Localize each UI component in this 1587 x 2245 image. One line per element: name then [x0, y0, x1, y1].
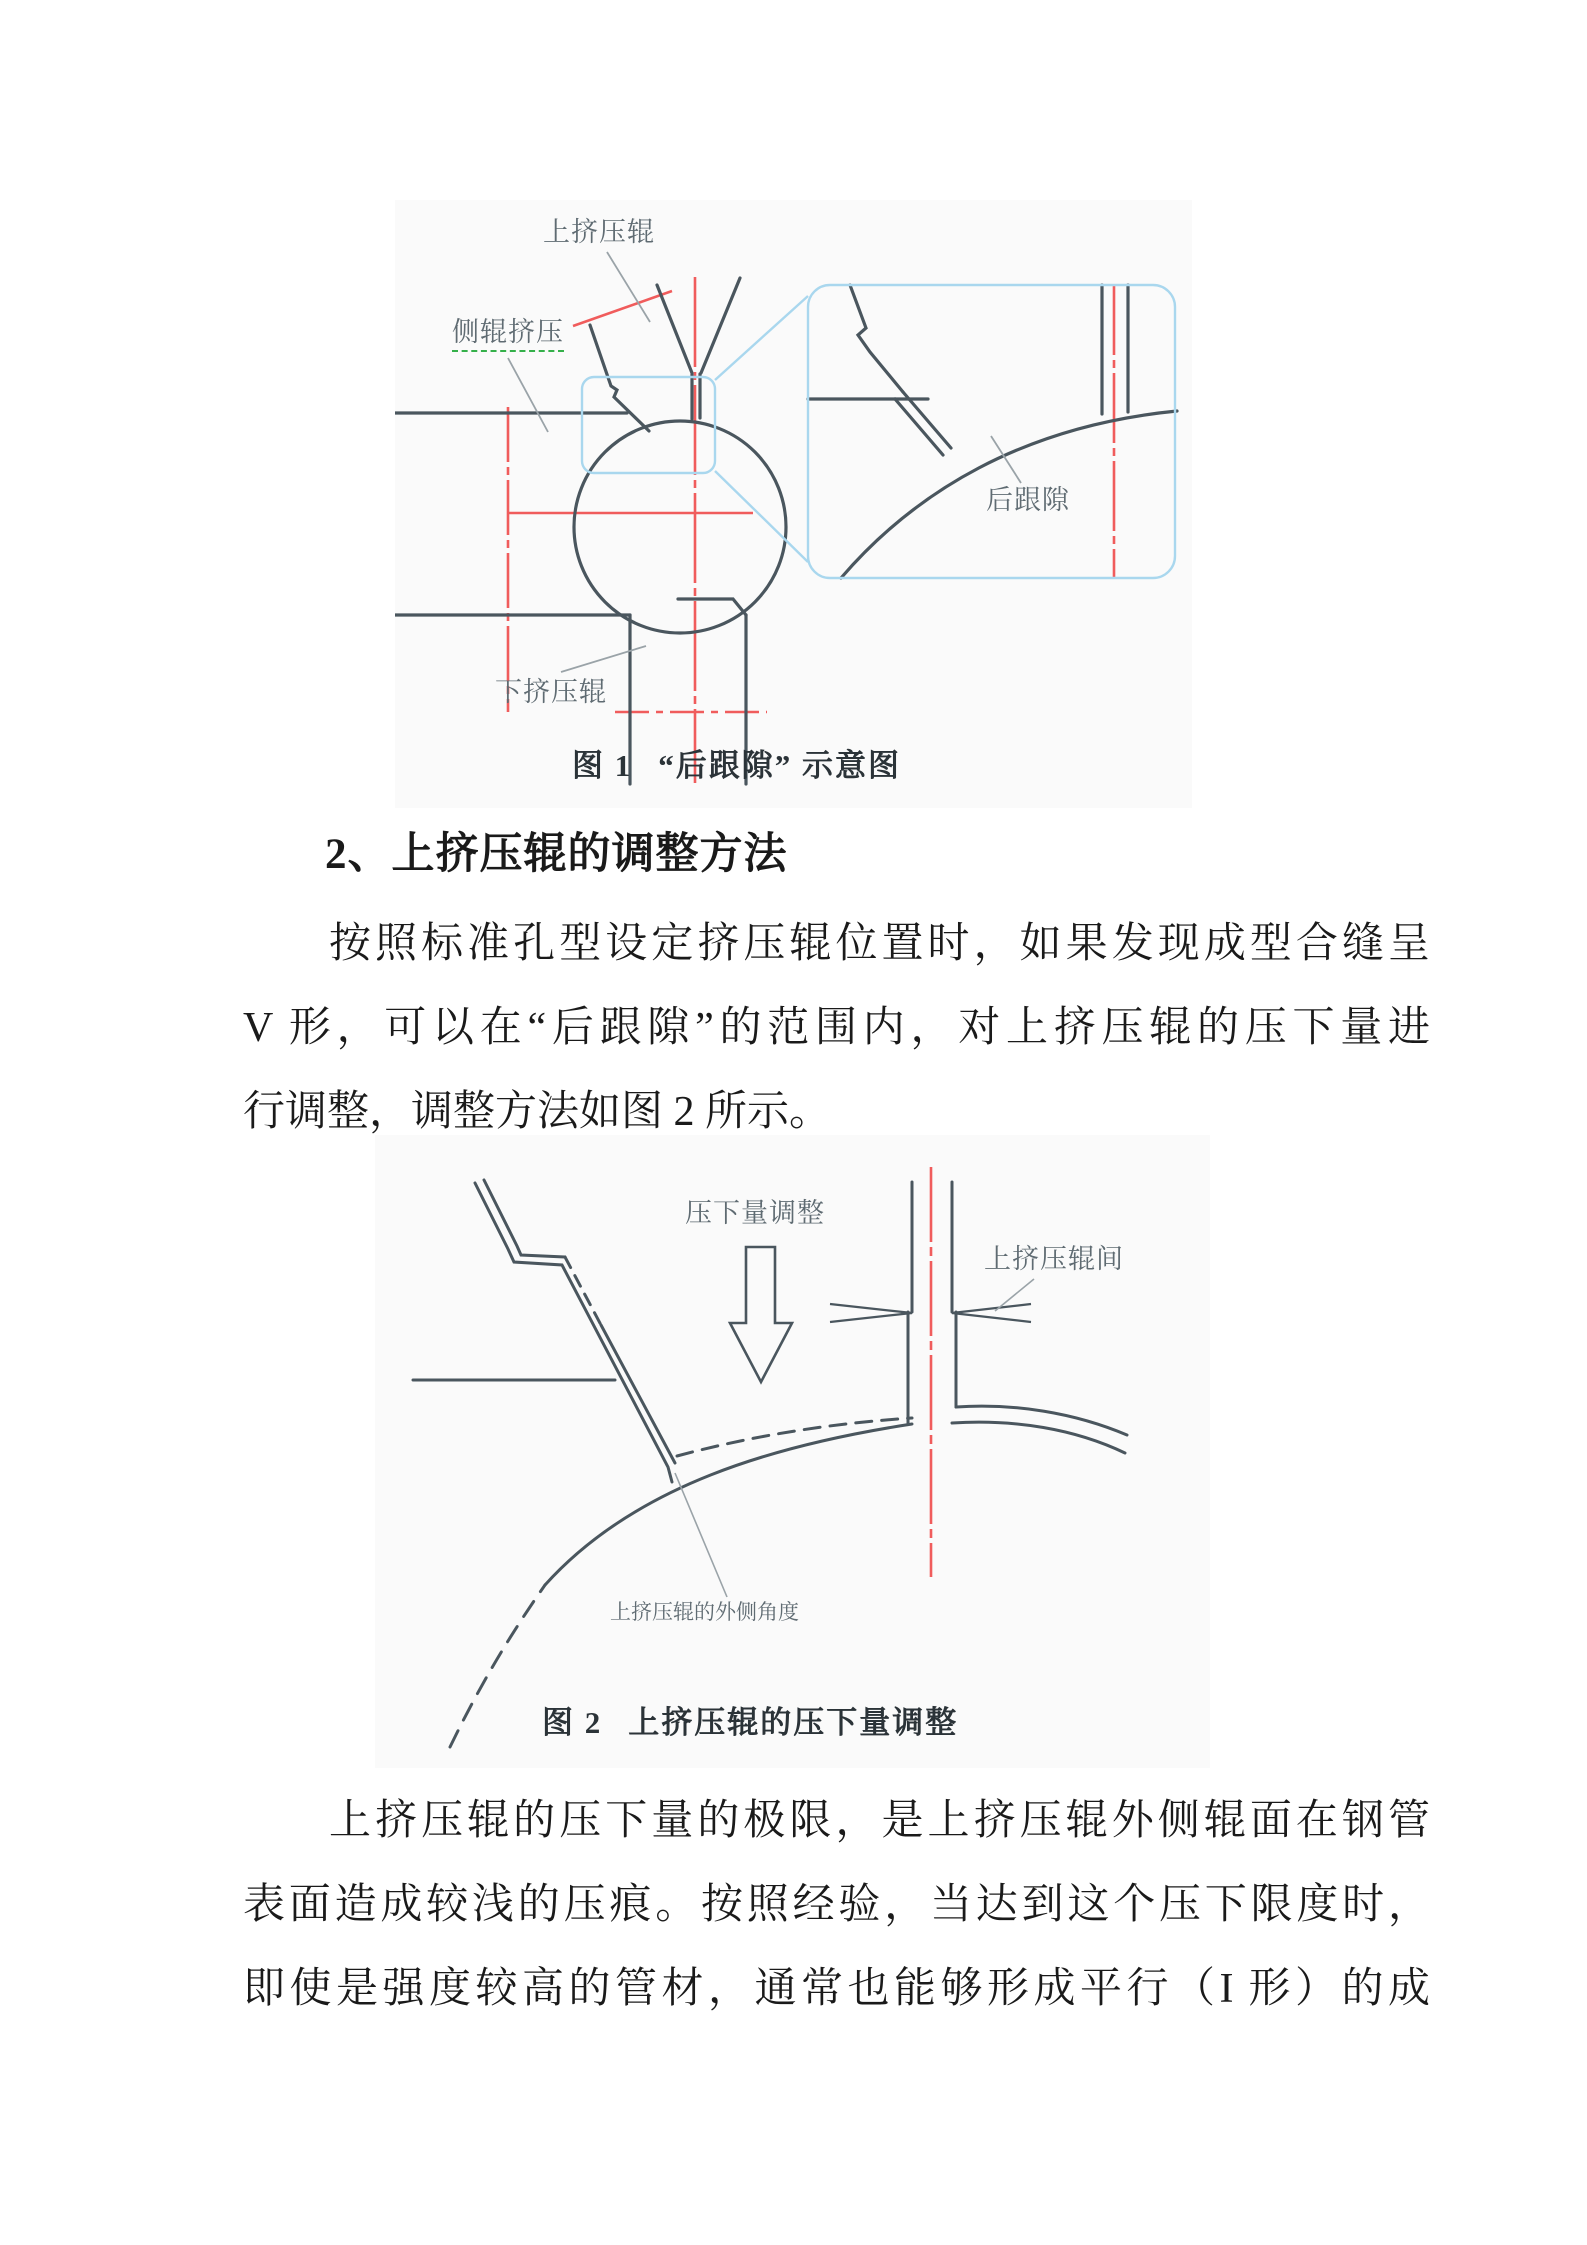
label-roll-gap: 上挤压辊间 — [984, 1244, 1124, 1274]
figure-2-caption-title: 上挤压辊的压下量调整 — [628, 1705, 959, 1740]
label-outer-angle: 上挤压辊的外侧角度 — [610, 1600, 799, 1624]
label-bottom-roll: 下挤压辊 — [495, 677, 607, 707]
label-press-down: 压下量调整 — [685, 1198, 825, 1228]
paragraph-1-line-1: 按照标准孔型设定挤压辊位置时，如果发现成型合缝呈 — [329, 921, 1430, 967]
figure-1 — [395, 200, 1192, 808]
paragraph-1-line-2: V 形，可以在“后跟隙”的范围内，对上挤压辊的压下量进 — [243, 1005, 1430, 1051]
label-top-roll: 上挤压辊 — [543, 217, 655, 247]
paragraph-2-line-3: 即使是强度较高的管材，通常也能够形成平行（I 形）的成 — [243, 1966, 1430, 2012]
paragraph-1 — [243, 902, 1430, 1154]
press-down-arrow-icon — [730, 1247, 792, 1382]
section-heading: 2、上挤压辊的调整方法 — [325, 831, 788, 878]
figure-1-caption-number: 图 1 — [572, 748, 633, 783]
figure-1-drawing — [395, 200, 1192, 808]
paragraph-1-line-3: 行调整，调整方法如图 2 所示。 — [243, 1089, 832, 1135]
paragraph-2 — [243, 1779, 1430, 2031]
paragraph-2-line-2: 表面造成较浅的压痕。按照经验，当达到这个压下限度时， — [243, 1882, 1430, 1928]
label-side-roll — [452, 318, 564, 348]
label-rear-gap: 后跟隙 — [986, 485, 1070, 515]
figure-2-drawing — [375, 1135, 1210, 1768]
figure-1-caption — [572, 740, 901, 785]
figure-1-caption-title: “后跟隙” 示意图 — [658, 748, 901, 783]
figure-2-caption-number: 图 2 — [542, 1705, 603, 1740]
paragraph-2-line-1: 上挤压辊的压下量的极限，是上挤压辊外侧辊面在钢管 — [329, 1798, 1430, 1844]
label-side-roll-text: 侧辊挤压 — [452, 317, 564, 352]
figure-2 — [375, 1135, 1210, 1768]
figure-2-caption — [542, 1697, 958, 1742]
